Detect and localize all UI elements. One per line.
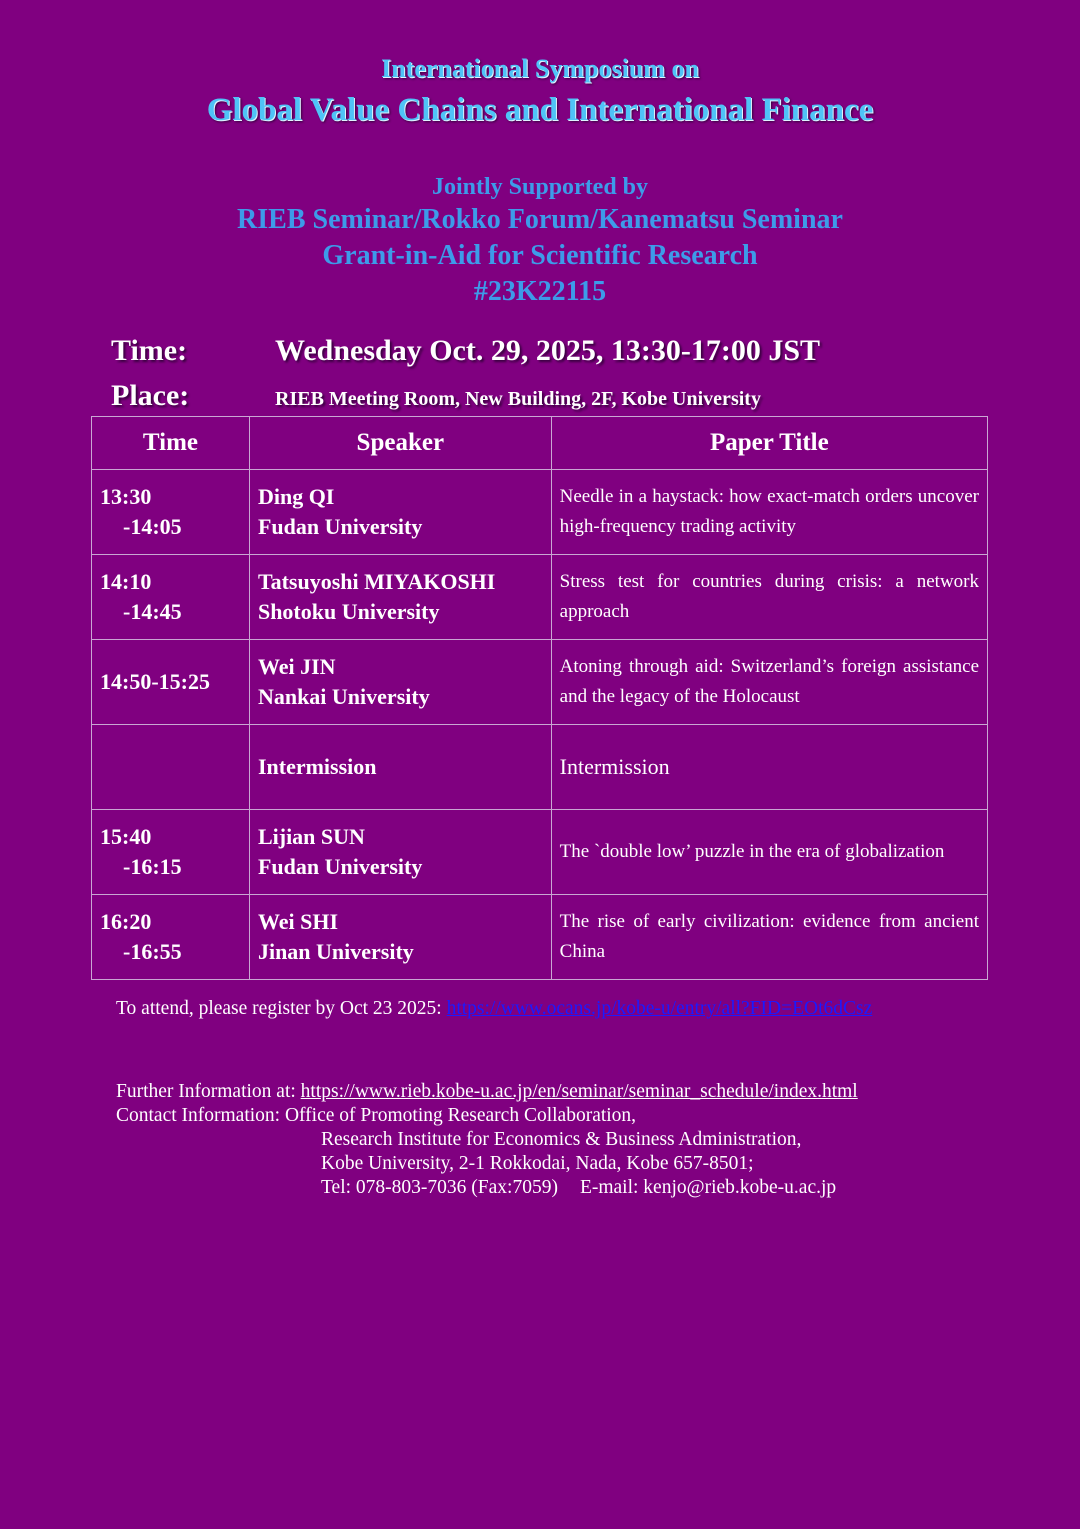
intermission-label: Intermission — [257, 754, 377, 779]
support-line-2: RIEB Seminar/Rokko Forum/Kanematsu Seminar — [237, 204, 843, 235]
speaker-name: Ding QI — [257, 484, 335, 509]
time-end: -14:05 — [123, 514, 182, 539]
table-row — [92, 555, 988, 640]
contact-block — [116, 1080, 858, 1200]
header-speaker: Speaker — [249, 417, 551, 470]
speaker-name: Lijian SUN — [257, 824, 365, 849]
support-line-3: Grant-in-Aid for Scientific Research — [322, 240, 758, 271]
paper-title: The rise of early civilization: evidence from ancient China — [551, 895, 987, 980]
paper-title: Stress test for countries during crisis: a network approach — [551, 555, 987, 640]
paper-title: The `double low’ puzzle in the era of globalization — [551, 810, 987, 895]
time-start: 14:50-15:25 — [100, 669, 210, 694]
speaker-cell — [249, 895, 551, 980]
speaker-cell — [249, 810, 551, 895]
paper-title: Needle in a haystack: how exact-match orders uncover high-frequency trading activity — [551, 470, 987, 555]
header-paper-title: Paper Title — [551, 417, 987, 470]
table-row — [92, 470, 988, 555]
further-info-label: Further Information at: — [116, 1081, 301, 1102]
contact-tel: Tel: 078-803-7036 (Fax:7059) — [321, 1177, 558, 1198]
session-time — [92, 470, 250, 555]
place-value: RIEB Meeting Room, New Building, 2F, Kobe University — [275, 388, 761, 410]
time-end: -16:55 — [123, 939, 182, 964]
time-start: 16:20 — [100, 909, 152, 934]
contact-line-4 — [116, 1176, 858, 1200]
symposium-subtitle: International Symposium on — [381, 54, 699, 83]
speaker-cell — [249, 640, 551, 725]
time-label: Time: — [111, 334, 188, 367]
time-start: 13:30 — [100, 484, 152, 509]
table-row — [92, 725, 988, 810]
speaker-affiliation: Fudan University — [257, 854, 423, 879]
speaker-name: Wei SHI — [257, 909, 339, 934]
time-start: 15:40 — [100, 824, 152, 849]
speaker-affiliation: Fudan University — [257, 514, 423, 539]
speaker-cell — [249, 470, 551, 555]
paper-title: Intermission — [551, 725, 987, 810]
session-time — [92, 810, 250, 895]
speaker-cell — [249, 555, 551, 640]
schedule-header-row — [92, 417, 988, 470]
time-start: 14:10 — [100, 569, 152, 594]
time-end: -14:45 — [123, 599, 182, 624]
paper-title: Atoning through aid: Switzerland’s foreign assistance and the legacy of the Holocaust — [551, 640, 987, 725]
speaker-name: Tatsuyoshi MIYAKOSHI — [257, 569, 496, 594]
session-time — [92, 555, 250, 640]
time-end: -16:15 — [123, 854, 182, 879]
speaker-affiliation: Nankai University — [257, 684, 430, 709]
session-time — [92, 640, 250, 725]
support-block — [0, 172, 1080, 310]
table-row — [92, 810, 988, 895]
registration-line — [116, 997, 872, 1021]
schedule-table — [91, 416, 988, 980]
contact-line-1: Contact Information: Office of Promoting Research Collaboration, — [116, 1105, 637, 1126]
registration-link[interactable]: https://www.ocans.jp/kobe-u/entry/all?FID=EOt6dCsz — [446, 998, 873, 1019]
speaker-cell — [249, 725, 551, 810]
further-info-line — [116, 1080, 858, 1104]
support-line-1: Jointly Supported by — [431, 174, 649, 200]
table-row — [92, 640, 988, 725]
speaker-name: Wei JIN — [257, 654, 336, 679]
time-value: Wednesday Oct. 29, 2025, 13:30-17:00 JST — [275, 334, 821, 367]
place-label: Place: — [111, 379, 190, 412]
register-text: To attend, please register by Oct 23 2025: — [116, 998, 447, 1019]
speaker-affiliation: Shotoku University — [257, 599, 440, 624]
contact-email[interactable]: E-mail: kenjo@rieb.kobe-u.ac.jp — [579, 1177, 837, 1198]
contact-line-3: Kobe University, 2-1 Rokkodai, Nada, Kobe 657-8501; — [321, 1153, 754, 1174]
speaker-affiliation: Jinan University — [257, 939, 414, 964]
table-row — [92, 895, 988, 980]
header-time: Time — [92, 417, 250, 470]
symposium-title: Global Value Chains and International Finance — [206, 92, 874, 128]
session-time — [92, 725, 250, 810]
support-line-4: #23K22115 — [473, 276, 607, 307]
contact-line-2: Research Institute for Economics & Business Administration, — [321, 1129, 802, 1150]
session-time — [92, 895, 250, 980]
further-info-link[interactable]: https://www.rieb.kobe-u.ac.jp/en/seminar/seminar_schedule/index.html — [300, 1081, 858, 1102]
